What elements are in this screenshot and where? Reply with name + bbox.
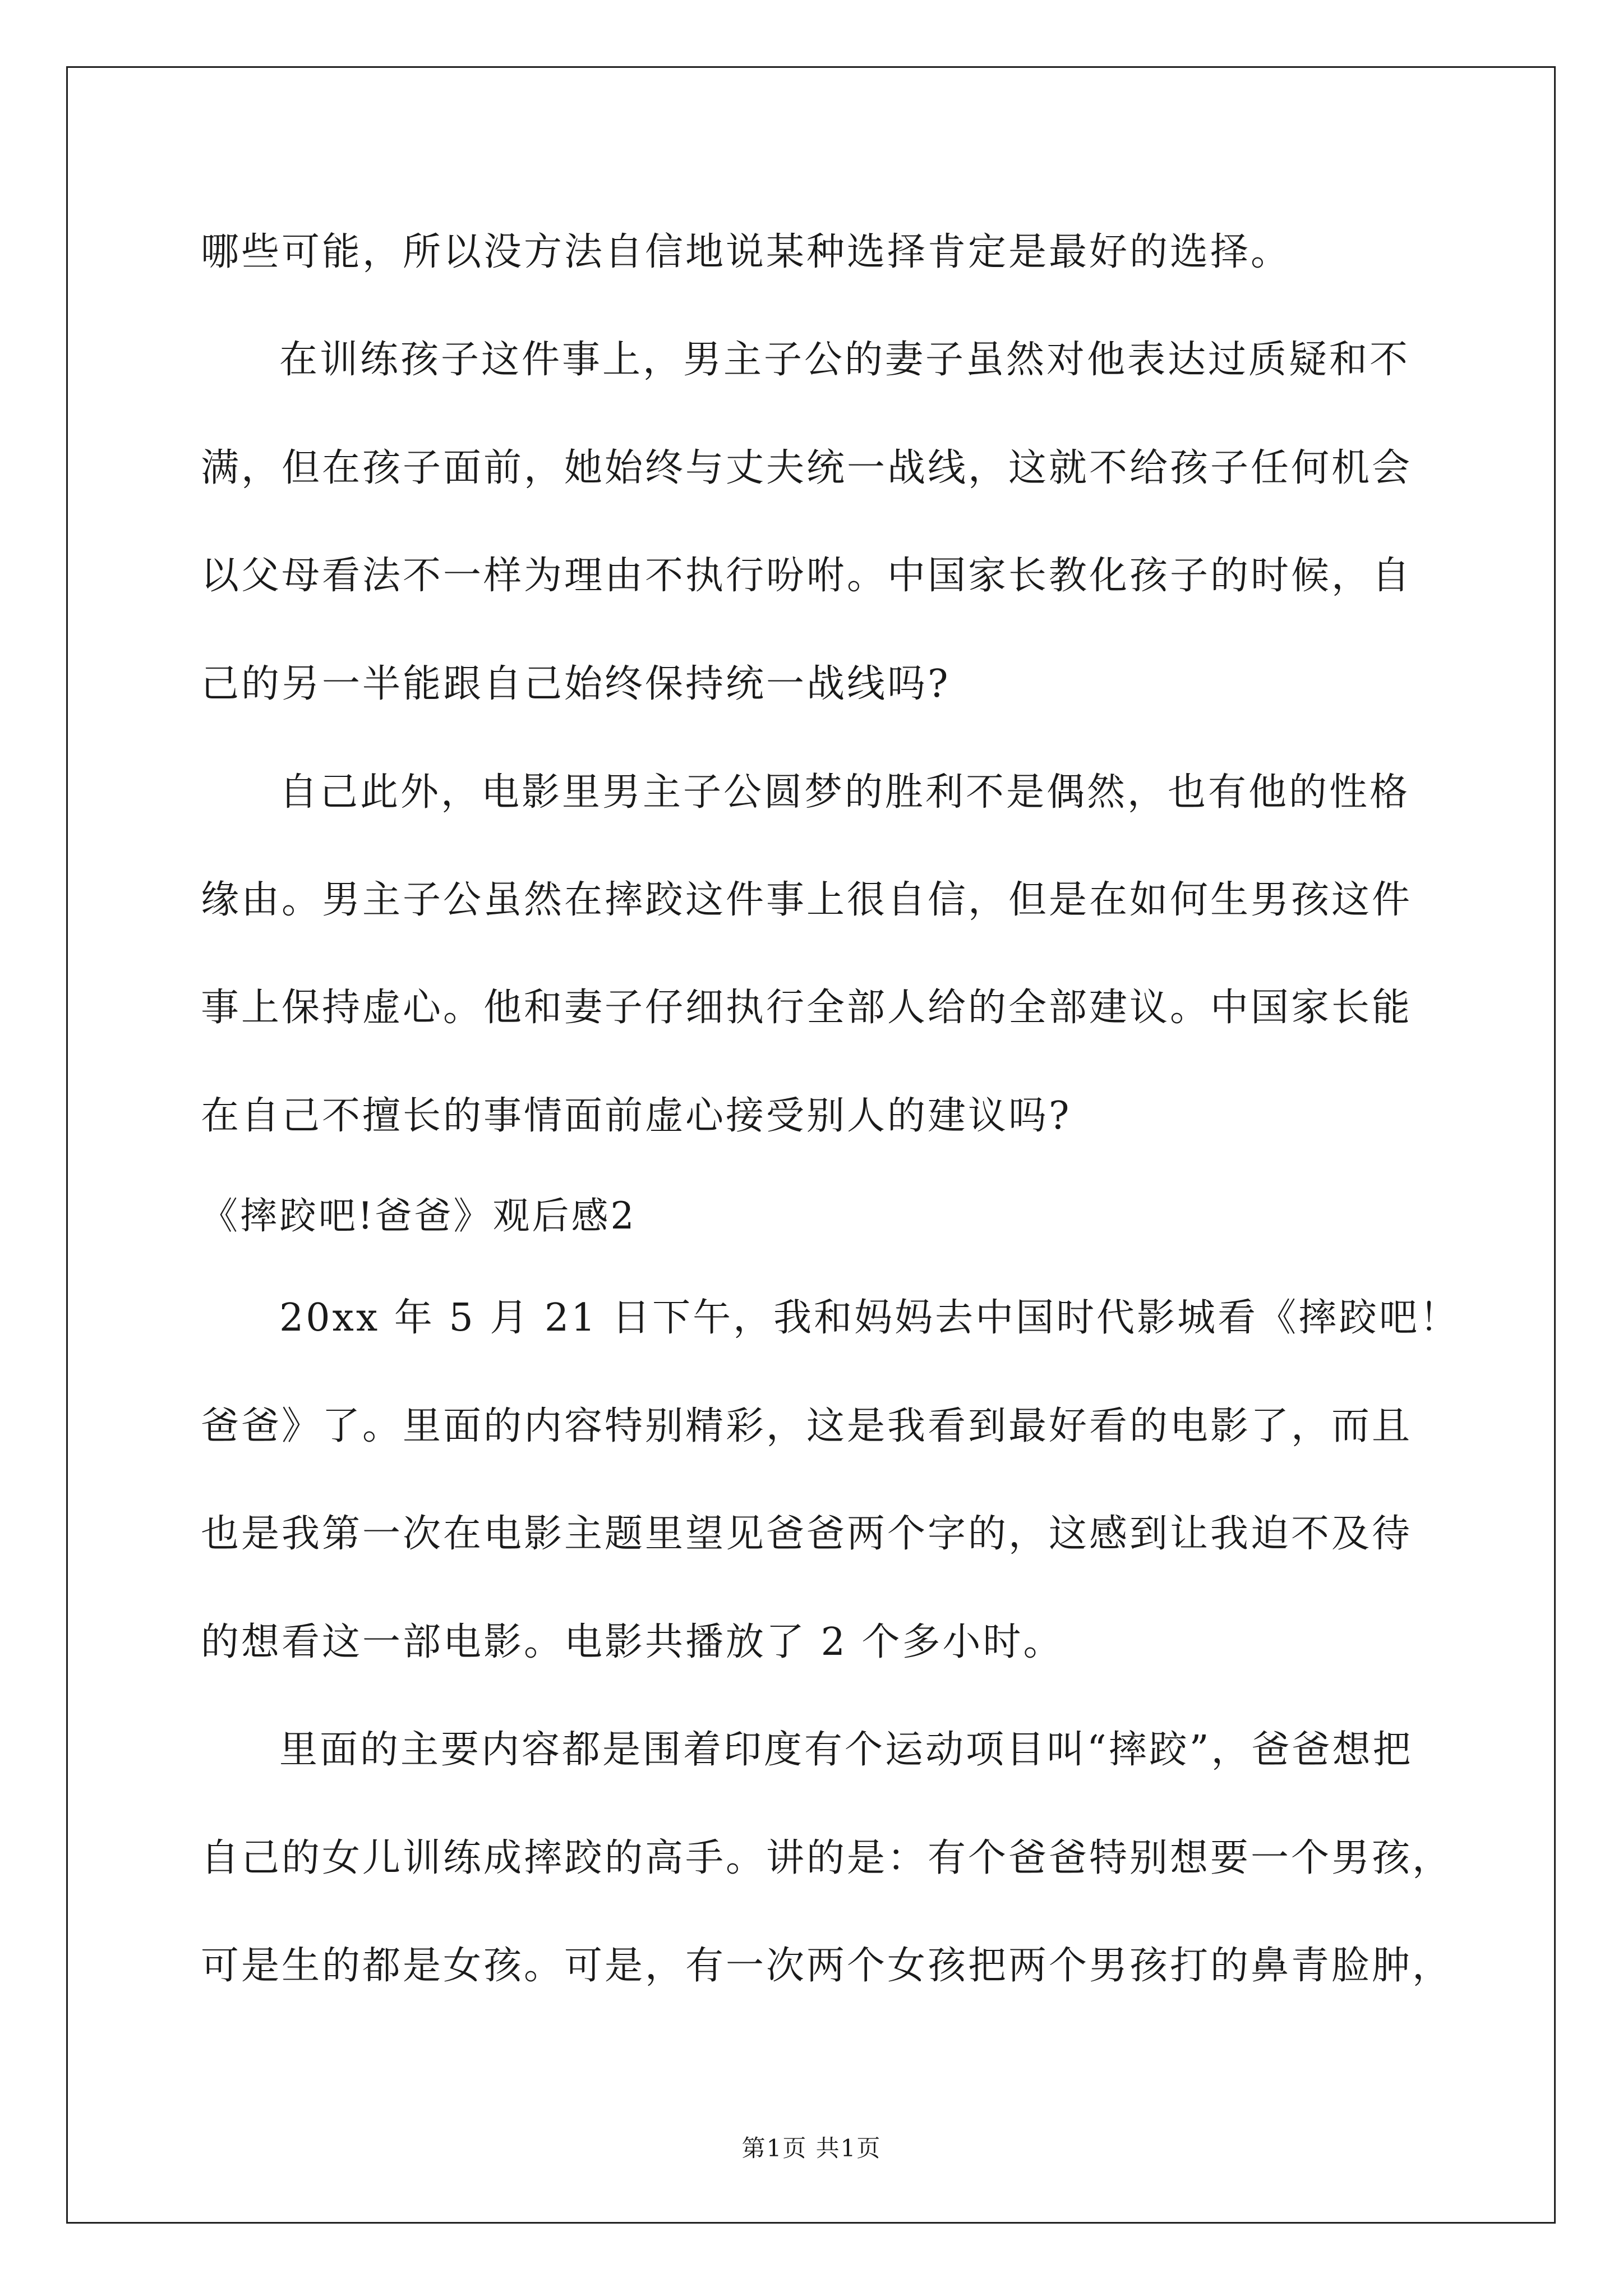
paragraph-start: 自己此外，电影里男主子公圆梦的胜利不是偶然，也有他的性格 bbox=[279, 770, 1410, 815]
paragraph-start: 在训练孩子这件事上，男主子公的妻子虽然对他表达过质疑和不 bbox=[279, 338, 1410, 382]
paragraph-start: 20xx 年 5 月 21 日下午，我和妈妈去中国时代影城看《摔跤吧！ bbox=[279, 1296, 1460, 1340]
text-line: 自己的女儿训练成摔跤的高手。讲的是：有个爸爸特别想要一个男孩， bbox=[201, 1836, 1453, 1880]
text-line: 己的另一半能跟自己始终保持统一战线吗? bbox=[201, 662, 951, 706]
text-line: 事上保持虚心。他和妻子仔细执行全部人给的全部建议。中国家长能 bbox=[201, 986, 1413, 1030]
text-line: 的想看这一部电影。电影共播放了 2 个多小时。 bbox=[201, 1620, 1064, 1664]
text-line: 哪些可能，所以没方法自信地说某种选择肯定是最好的选择。 bbox=[201, 230, 1292, 274]
page-border bbox=[66, 66, 1556, 2224]
paragraph-start: 里面的主要内容都是围着印度有个运动项目叫“摔跤”，爸爸想把 bbox=[279, 1728, 1413, 1772]
text-line: 在自己不擅长的事情面前虚心接受别人的建议吗? bbox=[201, 1094, 1072, 1138]
text-line: 爸爸》了。里面的内容特别精彩，这是我看到最好看的电影了，而且 bbox=[201, 1404, 1413, 1448]
text-line: 满，但在孩子面前，她始终与丈夫统一战线，这就不给孩子任何机会 bbox=[201, 446, 1413, 490]
text-line: 以父母看法不一样为理由不执行吩咐。中国家长教化孩子的时候，自 bbox=[201, 554, 1413, 598]
page-footer: 第1页 共1页 bbox=[741, 2134, 882, 2162]
text-line: 也是我第一次在电影主题里望见爸爸两个字的，这感到让我迫不及待 bbox=[201, 1512, 1413, 1556]
section-heading: 《摔跤吧!爸爸》观后感2 bbox=[201, 1194, 637, 1237]
text-line: 可是生的都是女孩。可是，有一次两个女孩把两个男孩打的鼻青脸肿， bbox=[201, 1944, 1453, 1988]
text-line: 缘由。男主子公虽然在摔跤这件事上很自信，但是在如何生男孩这件 bbox=[201, 878, 1413, 922]
